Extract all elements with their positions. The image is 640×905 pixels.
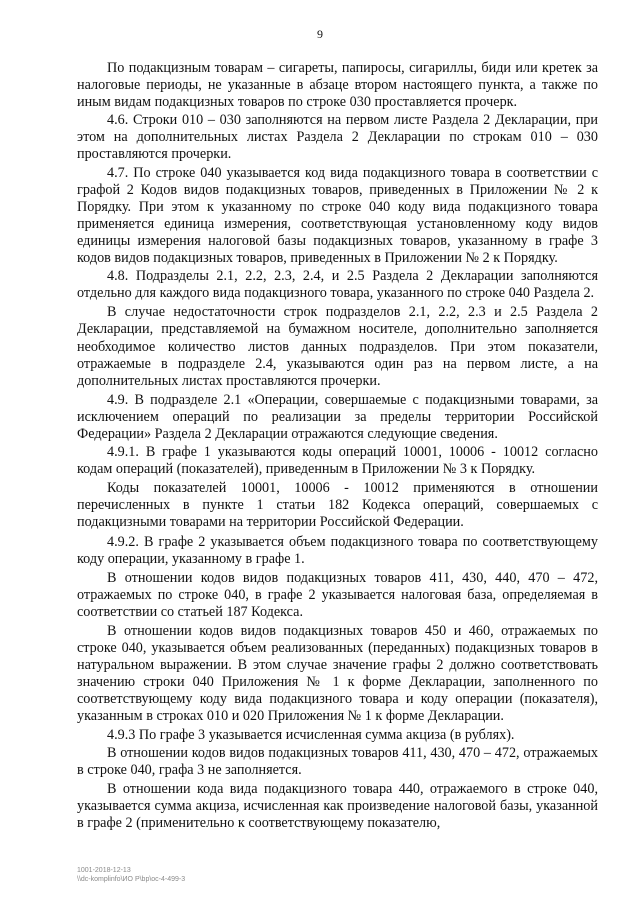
paragraph: 4.8. Подразделы 2.1, 2.2, 2.3, 2.4, и 2.5 Раздела 2 Декларации заполняются отдельно для каждого вида подакцизного товара, указанного по строке 040 Раздела 2. <box>77 268 598 302</box>
footer-line: \\dc-komplinfo\ИО P\bp\oc-4-499-3 <box>77 876 186 883</box>
paragraph: 4.6. Строки 010 – 030 заполняются на первом листе Раздела 2 Декларации, при этом на дополнительных листах Раздела 2 Декларации по строкам 010 – 030 проставляются прочерки. <box>77 112 598 163</box>
footer-line: 1001-2018-12-13 <box>77 867 131 874</box>
paragraph: В отношении кода вида подакцизного товара 440, отражаемого в строке 040, указывается сумма акциза, исчисленная как произведение налоговой базы, указанной в графе 2 (применительно к соответствующему показателю, <box>77 780 598 832</box>
document-body <box>77 60 598 832</box>
paragraph: Коды показателей 10001, 10006 - 10012 применяются в отношении перечисленных в пункте 1 статьи 182 Кодекса операций, совершаемых с подакцизными товарами на территории Российской Федерации. <box>77 480 598 531</box>
page-number: 9 <box>317 27 323 41</box>
paragraph: В случае недостаточности строк подразделов 2.1, 2.2, 2.3 и 2.5 Раздела 2 Декларации, представляемой на бумажном носителе, дополнительно заполняется необходимое количество листов данных подразделов. При этом показатели, отражаемые в подразделе 2.4, указываются один раз на первом листе, а на дополнительных листах проставляются прочерки. <box>77 304 598 389</box>
document-footer <box>77 866 185 884</box>
paragraph: В отношении кодов видов подакцизных товаров 450 и 460, отражаемых по строке 040, указывается объем реализованных (переданных) подакцизных товаров в натуральном выражении. В этом случае значение графы 2 должно соответствовать значению строки 040 Приложения № 1 к форме Декларации, заполненного по соответствующему коду вида подакцизного товара и коду операции (показателя), указанным в строках 010 и 020 Приложения № 1 к форме Декларации. <box>77 623 598 725</box>
paragraph: 4.9. В подразделе 2.1 «Операции, совершаемые с подакцизными товарами, за исключением операций по реализации за пределы территории Российской Федерации» Раздела 2 Декларации отражаются следующие сведения. <box>77 391 598 442</box>
paragraph: 4.7. По строке 040 указывается код вида подакцизного товара в соответствии с графой 2 Кодов видов подакцизных товаров, приведенных в Приложении № 2 к Порядку. При этом к указанному по строке 040 коду вида подакцизного товара применяется единица измерения, соответствующая установленному коду видов единицы измерения налоговой базы подакцизных товаров, указанному в графе 3 кодов видов подакцизных товаров, приведенных в Приложении № 2 к Порядку. <box>77 164 598 267</box>
paragraph: В отношении кодов видов подакцизных товаров 411, 430, 470 – 472, отражаемых в строке 040, графа 3 не заполняется. <box>77 744 598 778</box>
paragraph: По подакцизным товарам – сигареты, папиросы, сигариллы, биди или кретек за налоговые периоды, не указанные в абзаце втором настоящего пункта, а также по иным видам подакцизных товаров по строке 030 проставляется прочерк. <box>77 60 598 111</box>
paragraph: 4.9.2. В графе 2 указывается объем подакцизного товара по соответствующему коду операции, указанному в графе 1. <box>77 533 598 567</box>
paragraph: 4.9.3 По графе 3 указывается исчисленная сумма акциза (в рублях). <box>107 726 515 743</box>
paragraph: 4.9.1. В графе 1 указываются коды операций 10001, 10006 - 10012 согласно кодам операций (показателей), приведенным в Приложении № 3 к Порядку. <box>77 444 598 478</box>
paragraph: В отношении кодов видов подакцизных товаров 411, 430, 440, 470 – 472, отражаемых по строке 040, в графе 2 указывается налоговая база, определяемая в соответствии со статьей 187 Кодекса. <box>77 569 598 620</box>
